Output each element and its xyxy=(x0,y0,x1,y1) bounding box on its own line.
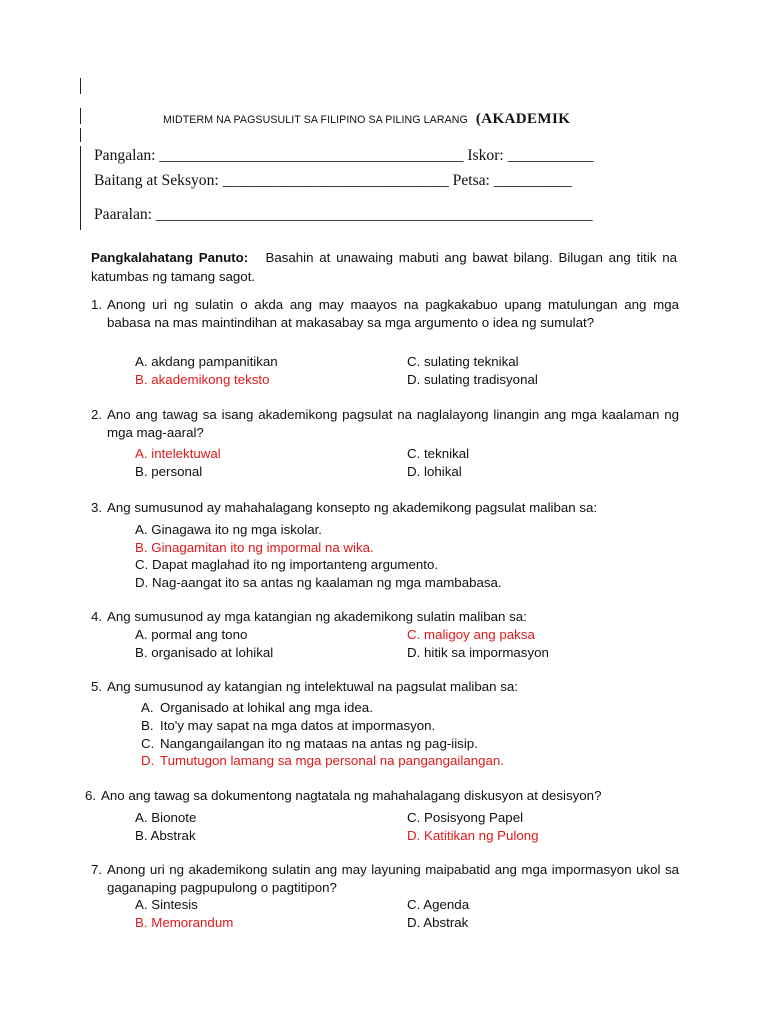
option-5a[interactable] xyxy=(141,699,373,717)
option-6a[interactable]: A. Bionote xyxy=(135,810,197,825)
question-1 xyxy=(91,296,679,331)
option-letter: B. xyxy=(141,718,154,733)
exam-title xyxy=(163,111,570,128)
question-number: 5. xyxy=(91,679,103,694)
name-score-line: Pangalan: _______________________________________ Iskor: ___________ xyxy=(94,147,594,164)
option-2a[interactable]: A. intelektuwal xyxy=(135,446,221,461)
option-4b[interactable]: B. organisado at lohikal xyxy=(135,645,274,660)
instructions xyxy=(91,249,677,286)
question-number: 1. xyxy=(91,297,103,312)
question-7 xyxy=(91,861,679,896)
question-6 xyxy=(85,787,685,805)
option-7b[interactable]: B. Memorandum xyxy=(135,915,234,930)
question-number: 3. xyxy=(91,500,103,515)
option-4a[interactable]: A. pormal ang tono xyxy=(135,627,248,642)
option-5b[interactable] xyxy=(141,717,435,735)
option-2d[interactable]: D. lohikal xyxy=(407,464,462,479)
question-text: Ang sumusunod ay katangian ng intelektuwal na pagsulat maliban sa: xyxy=(107,679,518,694)
option-letter: A. xyxy=(141,700,154,715)
option-text: Ito'y may sapat na mga datos at impormasyon. xyxy=(160,718,436,733)
option-1a[interactable]: A. akdang pampanitikan xyxy=(135,354,278,369)
option-7d[interactable]: D. Abstrak xyxy=(407,915,469,930)
option-2c[interactable]: C. teknikal xyxy=(407,446,470,461)
question-4 xyxy=(91,608,679,626)
option-3a[interactable]: A. Ginagawa ito ng mga iskolar. xyxy=(135,522,322,537)
option-text: Organisado at lohikal ang mga idea. xyxy=(160,700,373,715)
question-3 xyxy=(91,499,679,517)
option-3d[interactable]: D. Nag-aangat ito sa antas ng kaalaman ng mga mambabasa. xyxy=(135,575,502,590)
option-5c[interactable] xyxy=(141,735,478,753)
question-number: 2. xyxy=(91,407,103,422)
question-number: 4. xyxy=(91,609,103,624)
question-2 xyxy=(91,406,679,441)
instructions-text: Basahin at unawaing mabuti ang bawat bilang. Bilugan ang titik na katumbas ng tamang sagot. xyxy=(91,250,677,284)
question-5 xyxy=(91,678,679,696)
vertical-rule xyxy=(80,108,81,124)
option-7a[interactable]: A. Sintesis xyxy=(135,897,198,912)
option-4c[interactable]: C. maligoy ang paksa xyxy=(407,627,535,642)
option-3b[interactable]: B. Ginagamitan ito ng impormal na wika. xyxy=(135,540,374,555)
instructions-label: Pangkalahatang Panuto: xyxy=(91,250,249,265)
option-6d[interactable]: D. Katitikan ng Pulong xyxy=(407,828,539,843)
vertical-rule xyxy=(80,146,81,230)
exam-title-text: MIDTERM NA PAGSUSULIT SA FILIPINO SA PILING LARANG xyxy=(163,114,468,126)
question-text: Ano ang tawag sa dokumentong nagtatala ng mahahalagang diskusyon at desisyon? xyxy=(101,788,602,803)
question-number: 7. xyxy=(91,862,103,877)
option-1b[interactable]: B. akademikong teksto xyxy=(135,372,270,387)
question-number: 6. xyxy=(85,788,97,803)
option-6b[interactable]: B. Abstrak xyxy=(135,828,196,843)
option-7c[interactable]: C. Agenda xyxy=(407,897,470,912)
vertical-rule xyxy=(80,78,81,94)
option-6c[interactable]: C. Posisyong Papel xyxy=(407,810,524,825)
grade-date-line: Baitang at Seksyon: _____________________________ Petsa: __________ xyxy=(94,172,572,189)
question-text: Ano ang tawag sa isang akademikong pagsulat na naglalayong linangin ang mga kaalaman ng mga mag-aaral? xyxy=(107,407,679,440)
option-5d[interactable] xyxy=(141,752,504,770)
question-text: Anong uri ng akademikong sulatin ang may layuning maipabatid ang mga impormasyon ukol sa gaganaping pagpupulong o pagtitipon? xyxy=(107,862,679,895)
option-2b[interactable]: B. personal xyxy=(135,464,203,479)
question-text: Ang sumusunod ay mahahalagang konsepto ng akademikong pagsulat maliban sa: xyxy=(107,500,598,515)
exam-title-suffix: (AKADEMIK xyxy=(475,111,571,127)
option-1c[interactable]: C. sulating teknikal xyxy=(407,354,519,369)
option-letter: C. xyxy=(141,736,155,751)
question-text: Ang sumusunod ay mga katangian ng akademikong sulatin maliban sa: xyxy=(107,609,527,624)
vertical-rule xyxy=(80,128,81,142)
option-1d[interactable]: D. sulating tradisyonal xyxy=(407,372,538,387)
option-text: Tumutugon lamang sa mga personal na pangangailangan. xyxy=(160,753,504,768)
school-line: Paaralan: ________________________________________________________ xyxy=(94,206,593,223)
option-text: Nangangailangan ito ng mataas na antas ng pag-iisip. xyxy=(160,736,478,751)
option-3c[interactable]: C. Dapat maglahad ito ng importanteng argumento. xyxy=(135,557,439,572)
option-letter: D. xyxy=(141,753,155,768)
option-4d[interactable]: D. hitik sa impormasyon xyxy=(407,645,549,660)
question-text: Anong uri ng sulatin o akda ang may maayos na pagkakabuo upang matulungan ang mga babasa na mas maintindihan at makasabay sa mga argumento o idea ng sumulat? xyxy=(107,297,679,330)
